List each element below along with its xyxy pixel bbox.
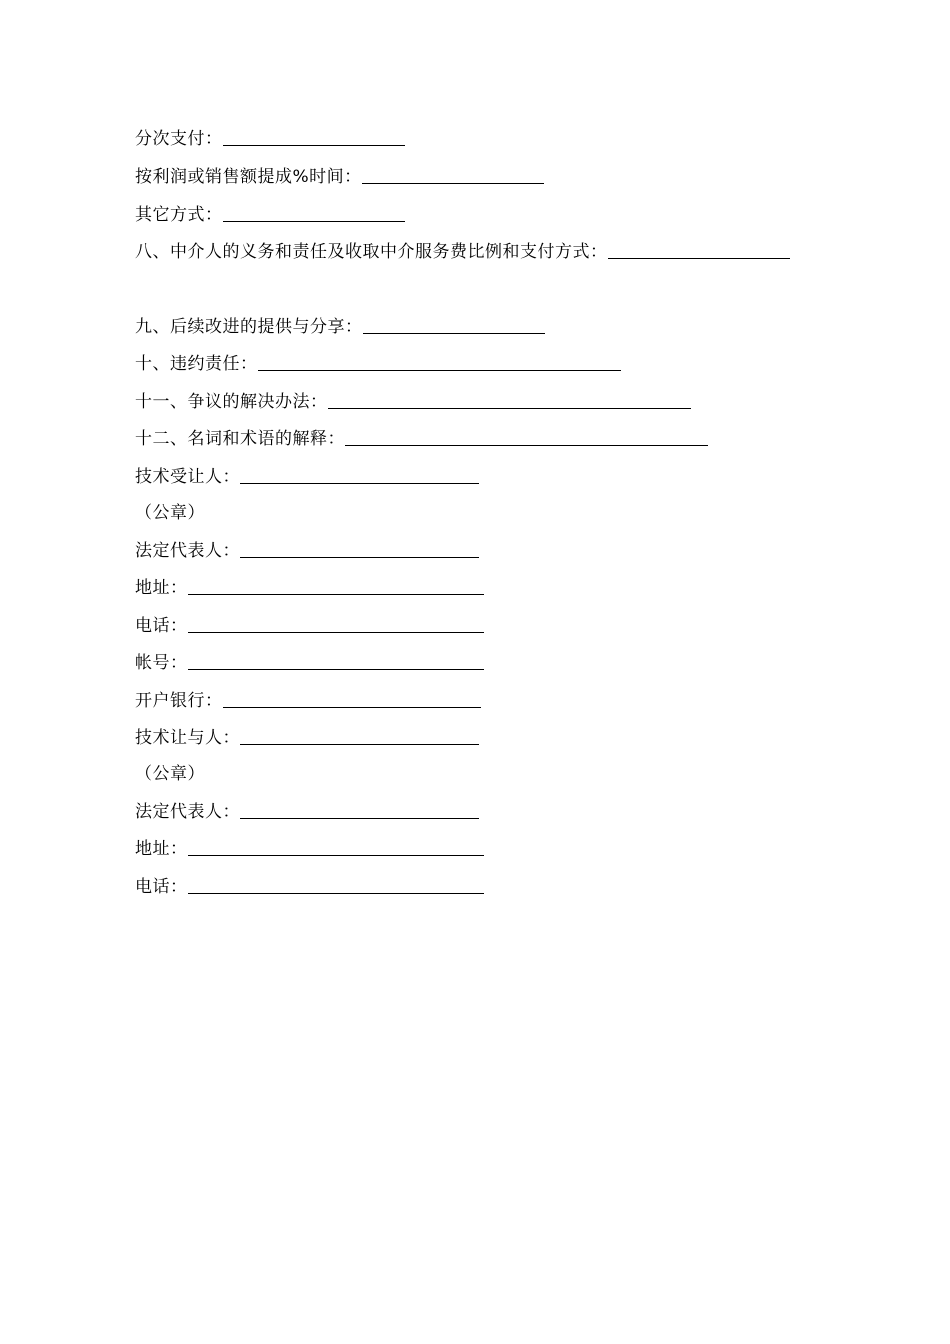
transferor-seal-line: [135, 759, 205, 785]
transferor-legal-rep-blank[interactable]: [240, 818, 479, 819]
transferor-address-blank[interactable]: [188, 855, 484, 856]
transferee-phone-line: [135, 611, 484, 637]
other-method-label: 其它方式：: [135, 205, 223, 225]
transferee-line: [135, 462, 479, 488]
transferee-address-label: 地址：: [135, 578, 188, 598]
transferor-line: [135, 723, 479, 749]
installment-payment-label: 分次支付：: [135, 129, 223, 149]
transferee-phone-label: 电话：: [135, 616, 188, 636]
section-10-blank[interactable]: [258, 370, 621, 371]
transferor-seal-label: （公章）: [135, 764, 205, 784]
transferee-account-line: [135, 648, 484, 674]
transferor-legal-rep-line: [135, 797, 479, 823]
transferor-address-line: [135, 834, 484, 860]
transferee-bank-line: [135, 686, 481, 712]
other-method-line: [135, 200, 405, 226]
section-12-line: [135, 424, 708, 450]
transferee-phone-blank[interactable]: [188, 632, 484, 633]
transferor-phone-blank[interactable]: [188, 893, 484, 894]
section-8-line: [135, 237, 790, 263]
transferee-legal-rep-blank[interactable]: [240, 557, 479, 558]
section-11-blank[interactable]: [328, 408, 691, 409]
transferee-seal-label: （公章）: [135, 503, 205, 523]
transferor-blank[interactable]: [240, 744, 479, 745]
transferor-phone-label: 电话：: [135, 877, 188, 897]
profit-commission-label: 按利润或销售额提成%时间：: [135, 167, 362, 187]
installment-payment-line: [135, 124, 405, 150]
transferee-bank-blank[interactable]: [223, 707, 481, 708]
section-9-line: [135, 312, 545, 338]
transferee-label: 技术受让人：: [135, 467, 240, 487]
installment-payment-blank[interactable]: [223, 145, 405, 146]
profit-commission-blank[interactable]: [362, 183, 544, 184]
transferee-blank[interactable]: [240, 483, 479, 484]
section-8-blank[interactable]: [608, 258, 790, 259]
transferee-account-blank[interactable]: [188, 669, 484, 670]
section-11-line: [135, 387, 691, 413]
transferee-legal-rep-line: [135, 536, 479, 562]
transferee-bank-label: 开户银行：: [135, 691, 223, 711]
transferee-seal-line: [135, 498, 205, 524]
section-12-blank[interactable]: [345, 445, 708, 446]
section-12-label: 十二、名词和术语的解释：: [135, 429, 345, 449]
transferee-address-line: [135, 573, 484, 599]
section-9-label: 九、后续改进的提供与分享：: [135, 317, 363, 337]
section-9-blank[interactable]: [363, 333, 545, 334]
transferee-legal-rep-label: 法定代表人：: [135, 541, 240, 561]
transferor-legal-rep-label: 法定代表人：: [135, 802, 240, 822]
transferee-account-label: 帐号：: [135, 653, 188, 673]
section-8-label: 八、中介人的义务和责任及收取中介服务费比例和支付方式：: [135, 242, 608, 262]
other-method-blank[interactable]: [223, 221, 405, 222]
section-10-label: 十、违约责任：: [135, 354, 258, 374]
transferor-phone-line: [135, 872, 484, 898]
transferee-address-blank[interactable]: [188, 594, 484, 595]
transferor-address-label: 地址：: [135, 839, 188, 859]
section-10-line: [135, 349, 621, 375]
transferor-label: 技术让与人：: [135, 728, 240, 748]
section-11-label: 十一、争议的解决办法：: [135, 392, 328, 412]
profit-commission-line: [135, 162, 544, 188]
